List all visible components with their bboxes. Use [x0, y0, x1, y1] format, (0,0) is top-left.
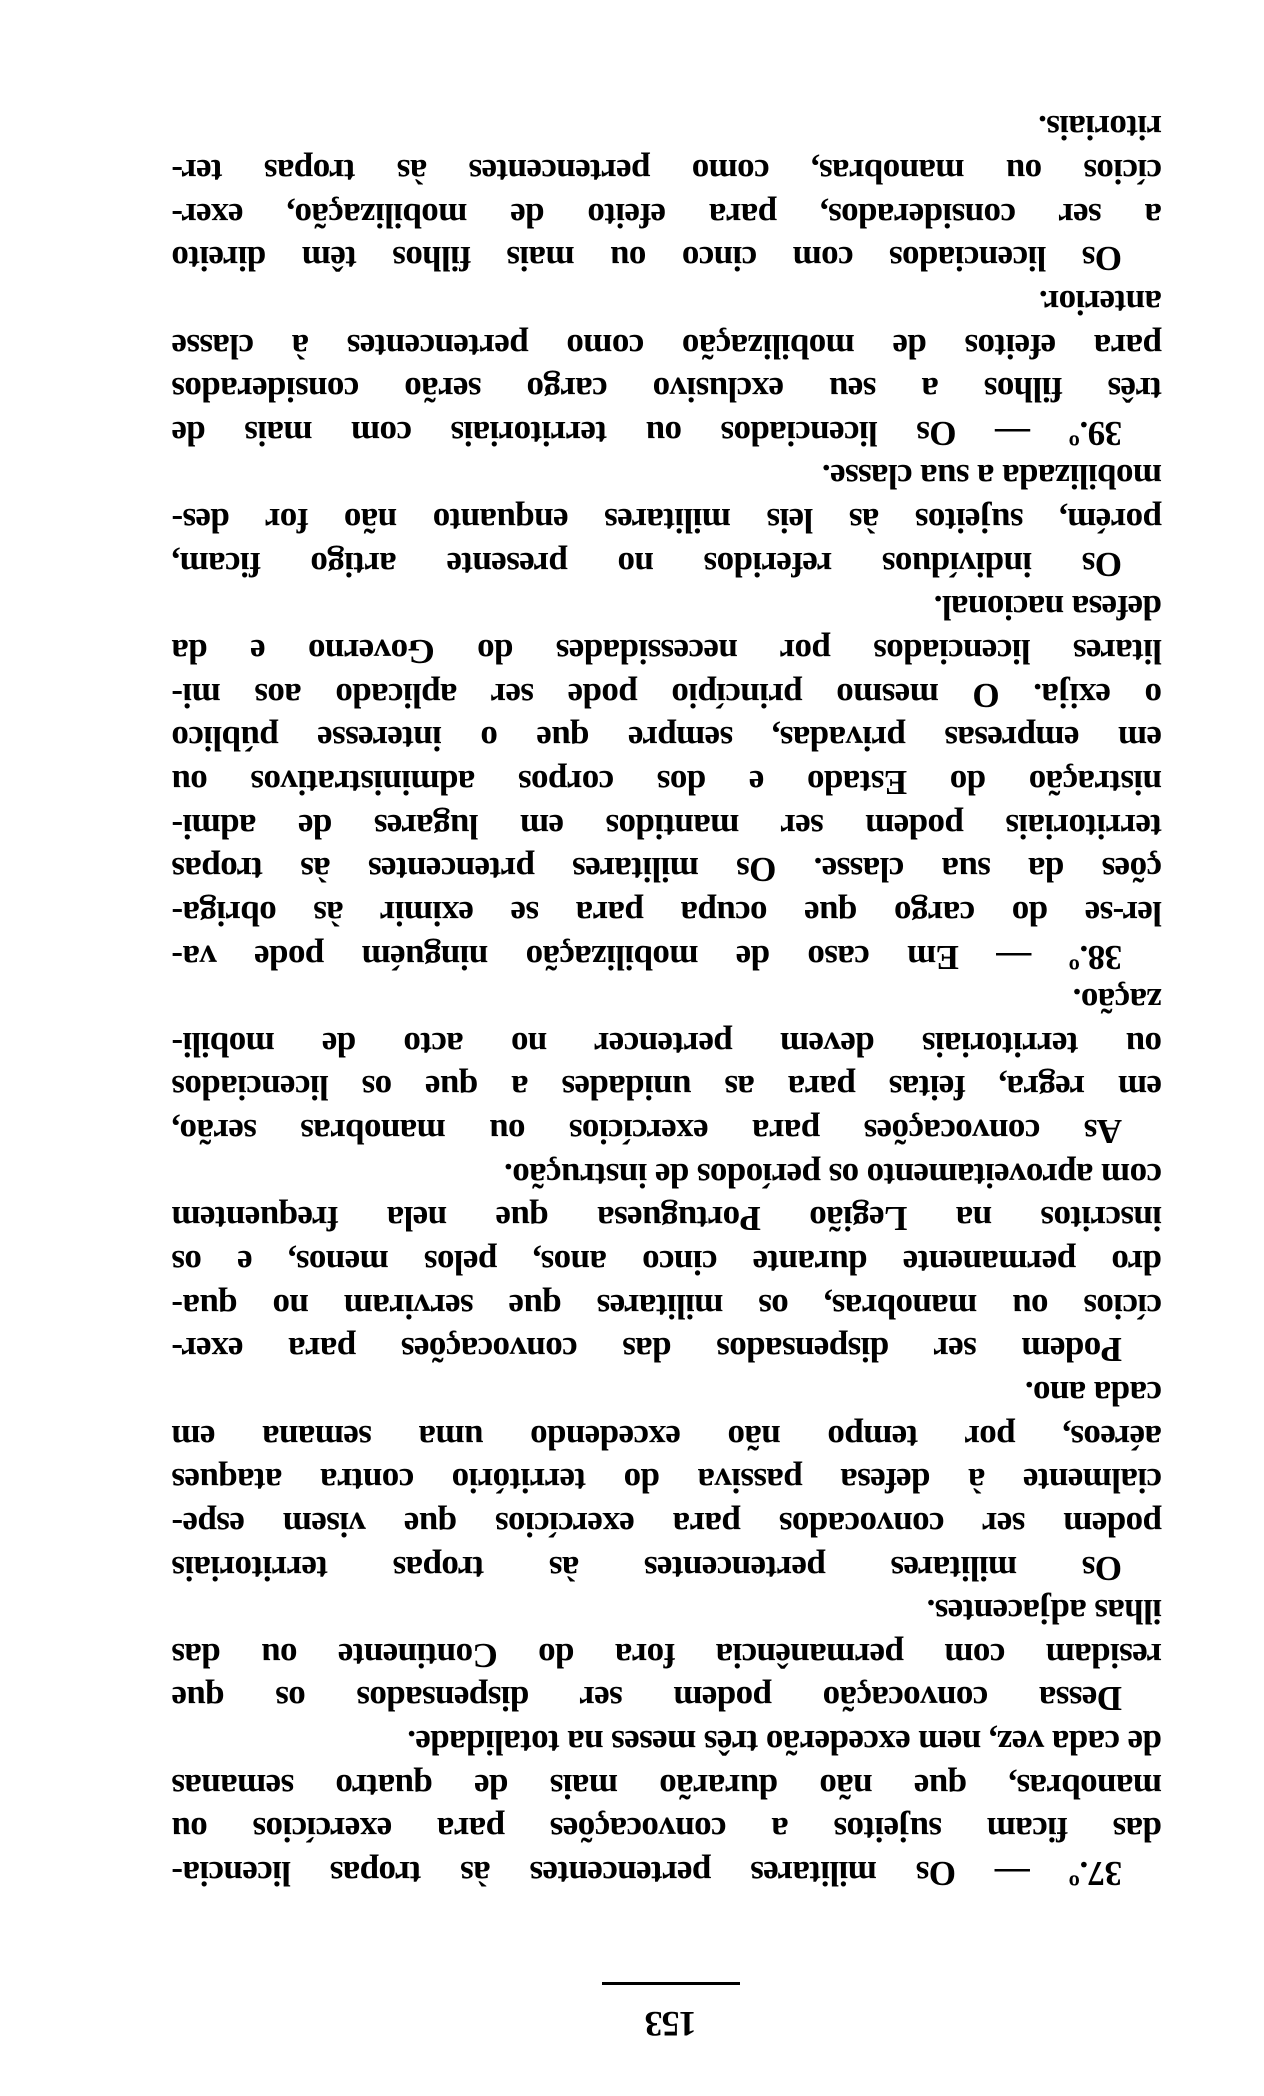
text-line: litares licenciados por necessidades do Governo e da — [172, 632, 1162, 672]
text-line: porém, sujeitos às leis militares enquanto não for des- — [172, 501, 1162, 541]
text-line: em regra, feitas para as unidades a que os licenciados — [172, 1068, 1162, 1108]
text-line: das ficam sujeitos a convocações para exercícios ou — [172, 1810, 1162, 1850]
text-line: As convocações para exercícios ou manobras serão, — [172, 1112, 1122, 1152]
text-line: cada ano. — [1025, 1373, 1162, 1413]
text-line: nistração do Estado e dos corpos administrativos ou — [172, 762, 1162, 802]
text-line: territoriais podem ser mantidos em lugares de admi- — [172, 806, 1162, 846]
text-line: ções da sua classe. Os militares prtencentes às tropas — [172, 850, 1162, 890]
text-line: inscritos na Legião Portuguesa que nela frequentem — [172, 1199, 1162, 1239]
text-line: Os indivíduos referidos no presente artigo ficam, — [172, 544, 1122, 584]
text-line: Os militares pertencentes às tropas territoriais — [172, 1548, 1122, 1588]
text-line: ler-se do cargo que ocupa para se eximir às obriga- — [172, 893, 1162, 933]
text-line: aéreos, por tempo não excedendo uma semana em — [172, 1417, 1162, 1457]
text-line: cialmente à defesa passiva do território contra ataques — [172, 1461, 1162, 1501]
text-line: ou territoriais devem pertencer no acto de mobili- — [172, 1024, 1162, 1064]
text-line: ilhas adjacentes. — [927, 1592, 1162, 1632]
text-line: 39.º — Os licenciados ou territoriais com mais de — [172, 413, 1122, 453]
text-line: mobilizada a sua classe. — [822, 457, 1162, 497]
page-number: 153 — [645, 2004, 697, 2044]
text-line: manobras, que não durarão mais de quatro semanas — [172, 1766, 1162, 1806]
text-line: podem ser convocados para exercícios que visem espe- — [172, 1504, 1162, 1544]
text-line: para efeitos de mobilização como pertencentes à classe — [172, 326, 1162, 366]
header-rule — [602, 1982, 740, 1985]
text-line: cícios ou manobras, os militares que serviram no qua- — [172, 1286, 1162, 1326]
text-line: cícios ou manobras, como pertencentes às tropas ter- — [172, 152, 1162, 192]
text-line: três filhos a seu exclusivo cargo serão considerados — [172, 370, 1162, 410]
text-line: ritoriais. — [1038, 108, 1162, 148]
text-line: Podem ser dispensados das convocações para exer- — [172, 1330, 1122, 1370]
text-line: a ser considerados, para efeito de mobilização, exer- — [172, 195, 1162, 235]
text-line: dro permanente durante cinco anos, pelos menos, e os — [172, 1243, 1162, 1283]
text-line: com aproveitamento os períodos de instrução. — [504, 1155, 1162, 1195]
text-line: Os licenciados com cinco ou mais filhos têm direito — [172, 239, 1122, 279]
text-line: Dessa convocação podem ser dispensados os que — [172, 1679, 1122, 1719]
text-line: 37.º — Os militares pertencentes às tropas licencia- — [172, 1854, 1122, 1893]
text-line: residam com permanência fora do Continente ou das — [172, 1635, 1162, 1675]
text-line: 38.º — Em caso de mobilização ninguém pode va- — [172, 937, 1122, 977]
text-line: o exija. O mesmo princípio pode ser aplicado aos mi- — [172, 675, 1162, 715]
body-text — [172, 106, 1162, 1895]
text-line: de cada vez, nem excederão três meses na totalidade. — [407, 1723, 1162, 1763]
text-line: defesa nacional. — [934, 588, 1162, 628]
text-line: zação. — [1073, 981, 1162, 1021]
text-line: anterior. — [1039, 282, 1162, 322]
text-line: em empresas privadas, sempre que o interesse público — [172, 719, 1162, 759]
